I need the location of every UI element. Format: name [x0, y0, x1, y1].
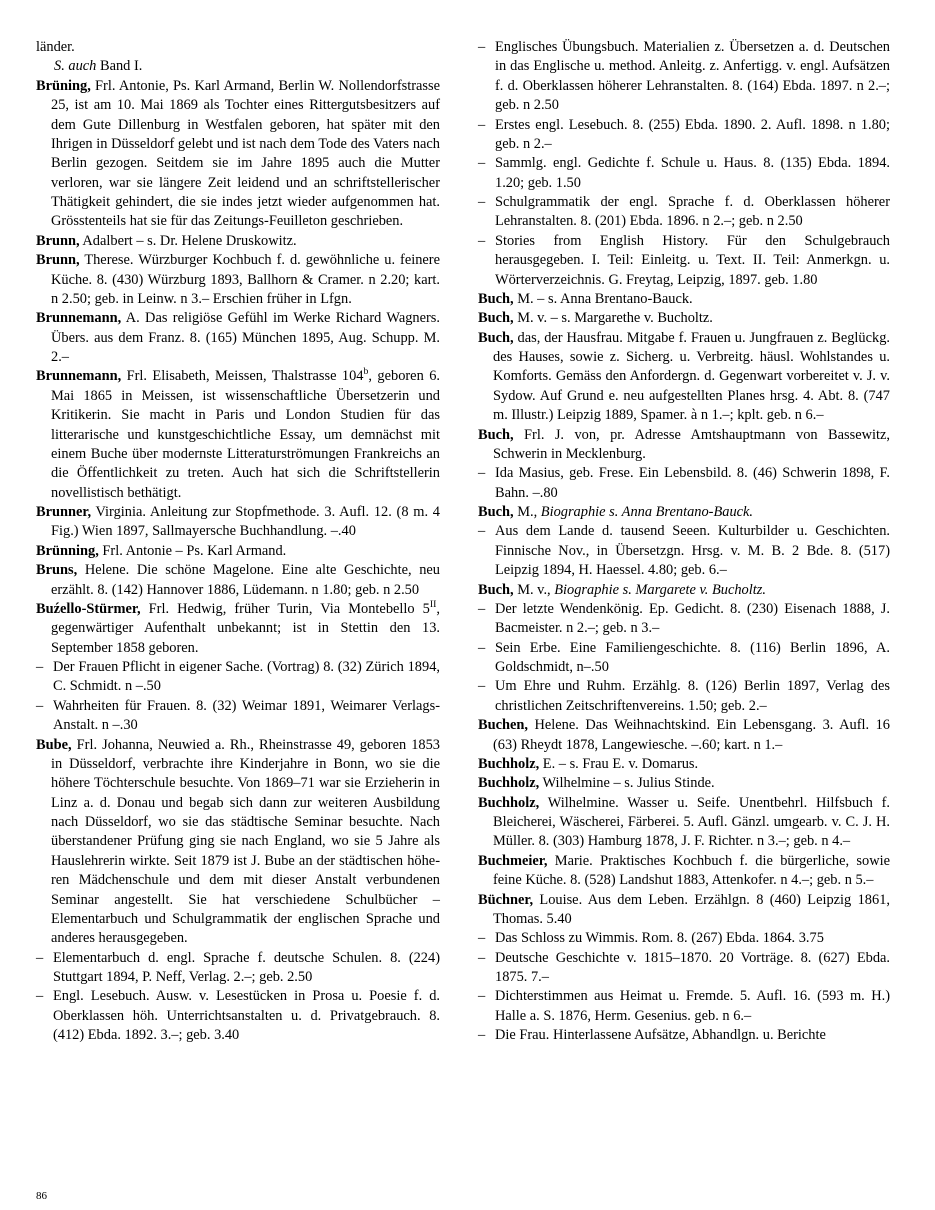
bibliography-entry: Buch, M. – s. Anna Brentano-Bauck.: [478, 290, 693, 307]
dash-marker: –: [36, 659, 44, 675]
dash-marker: –: [478, 194, 486, 210]
dash-marker: –: [478, 678, 486, 695]
sub-entry-text: Sein Erbe. Eine Familiengeschichte. 8. (116) Berlin 1896, A. Goldschmidt, n–.50: [495, 639, 890, 675]
dash-marker: –: [478, 116, 486, 133]
sub-entry-text: Der letzte Wendenkönig. Ep. Gedicht. 8. (230) Eisenach 1888, J. Bacmeister. n 2.–; geb. n 3.–: [495, 600, 890, 637]
sub-entry-text: Das Schloss zu Wimmis. Rom. 8. (267) Ebda. 1864. 3.75: [495, 930, 824, 947]
bibliography-sub-entry: [478, 154, 890, 193]
page-number: 86: [36, 1190, 47, 1202]
bibliography-entry: Brunnemann, Frl. Elisabeth, Meissen, Thalstrasse 104$^b$, geboren 6. Mai 1865 in Meissen, ist wissenschaftliche Übersetzerin und Kritikerin. Sie macht in Paris und London Studien für das litterarische und kunstgeschichtliche Essay, um demnächst mit einem Buche über modernste Litteraturströmungen Frankreichs an die Öffentlichkeit zu treten. Auch hat sich die Schriftstellerin novellistisch bethätigt.: [36, 366, 440, 501]
bibliography-entry: Buch, M. v., Biographie s. Margarete v. Bucholtz.: [478, 581, 766, 598]
sub-entry-text: Sammlg. engl. Gedichte f. Schule u. Haus. 8. (135) Ebda. 1894. 1.20; geb. 1.50: [495, 155, 890, 191]
bibliography-sub-entry: [478, 949, 890, 988]
dash-marker: –: [478, 465, 486, 482]
sub-entry-text: Der Frauen Pflicht in eigener Sache. (Vortrag) 8. (32) Zürich 1894, C. Schmidt. n –.50: [53, 659, 440, 695]
bibliography-entry: Bube, Frl. Johanna, Neuwied a. Rh., Rheinstrasse 49, geboren 1853 in Düsseldorf, verbrachte ihre Kinderjahre in Bonn, wo sie die höhere Töchterschule besuchte. Von 1869–71 war sie Erzieherin in Linz a. d. Donau und begab sich dann zur weiteren Ausbildung nach Düsseldorf, wo sie das städtische Seminar besuchte. Nach überstandener Prüfung ging sie nach England, wo sie 5 Jahre als Hauslehrerin wirkte. Seit 1879 ist J. Bube an der städtischen höheren Mädchenschule und dem mit dieser Anstalt verbundenen Seminar angestellt. Sie hat verschiedene Schulbücher – Elementarbuch und Schulgrammatik der englischen Sprache und anderes herausgegeben.: [36, 736, 440, 947]
bibliography-entry: Buchholz, Wilhelmine – s. Julius Stinde.: [478, 775, 715, 792]
dash-marker: –: [36, 949, 44, 966]
bibliography-sub-entry: [478, 987, 890, 1026]
bibliography-sub-entry: [478, 116, 890, 155]
bibliography-entry: Brunner, Virginia. Anleitung zur Stopfmethode. 3. Aufl. 12. (8 m. 4 Fig.) Wien 1897, Sallmayersche Buchhandlung. –.40: [36, 504, 440, 540]
bibliography-sub-entry: [478, 522, 890, 580]
dash-marker: –: [36, 988, 44, 1005]
bibliography-sub-entry: [478, 232, 890, 290]
bibliography-entry: Buchen, Helene. Das Weihnachtskind. Ein Lebensgang. 3. Aufl. 16 (63) Rheydt 1878, Langewiesche. –.60; kart. n 1.–: [478, 717, 890, 753]
dash-marker: –: [478, 639, 486, 656]
bibliography-sub-entry: [478, 1026, 890, 1045]
dash-marker: –: [478, 930, 486, 947]
bibliography-entry: Brüning, Frl. Antonie, Ps. Karl Armand, Berlin W. Nollendorfstrasse 25, ist am 10. Mai 1869 als Tochter eines Rittergutsbesitzers auf dem Gute Dillenburg in Westfalen geboren, hat später mit den Ihrigen in Düsseldorf gelebt und ist nach dem Tode des Vaters nach Berlin gezogen. Seitdem sie im Jahre 1895 auch die Mutter verloren, war sie längere Zeit leidend und an schriftstellerischer Thätigkeit gehindert, die sie indes jetzt wieder aufgenommen hat. Grösstenteils hat sie für das Zeitungs-Feuilleton geschrieben.: [36, 77, 440, 230]
dash-marker: –: [478, 600, 486, 617]
sub-entry-text: Elementarbuch d. engl. Sprache f. deutsche Schulen. 8. (224) Stuttgart 1894, P. Neff, Verlag. 2.–; geb. 2.50: [53, 949, 440, 985]
dash-marker: –: [36, 697, 44, 714]
bibliography-entry: Buch, M. v. – s. Margarethe v. Bucholtz.: [478, 310, 713, 327]
bibliography-sub-entry: [478, 600, 890, 639]
sub-entry-text: Schulgrammatik der engl. Sprache f. d. Oberklassen höherer Lehranstalten. 8. (201) Ebda. 1896. n 2.–; geb. n 2.50: [495, 194, 890, 230]
bibliography-entry: Brünning, Frl. Antonie – Ps. Karl Armand.: [36, 542, 287, 559]
dash-marker: –: [478, 1027, 486, 1044]
sub-entry-text: Erstes engl. Lesebuch. 8. (255) Ebda. 1890. 2. Aufl. 1898. n 1.80; geb. n 2.–: [495, 116, 890, 152]
dash-marker: –: [478, 155, 486, 172]
bibliography-sub-entry: [36, 949, 440, 988]
sub-entry-text: Ida Masius, geb. Frese. Ein Lebensbild. 8. (46) Schwerin 1898, F. Bahn. –.80: [495, 465, 890, 501]
bibliography-entry: Buźello-Stürmer, Frl. Hedwig, früher Turin, Via Montebello $5^{II}$, gegenwärtiger Aufenthalt unbekannt; ist in Stettin den 13. September 1858 geboren.: [36, 599, 440, 656]
bibliography-entry: Brunn, Therese. Würzburger Kochbuch f. d. gewöhnliche u. feinere Küche. 8. (430) Würzburg 1893, Ballhorn & Cramer. n 2.20; kart. n 2.50; geb. in Leinw. n 3.– Erschien früher in Lfgn.: [36, 252, 440, 307]
bibliography-entry: Büchner, Louise. Aus dem Leben. Erzählgn. 8 (460) Leipzig 1861, Thomas. 5.40: [478, 891, 890, 927]
cross-reference-note: S. auch Band I.: [54, 58, 143, 75]
sub-entry-text: Englisches Übungsbuch. Materialien z. Übersetzen a. d. Deutschen in das Englische u. method. Anleitg. z. Anfertigg. v. engl. Aufsätzen f. d. Oberklassen höherer Lehranstalten. 8. (164) Ebda. 1897. n 2.–; geb. n 2.50: [495, 39, 890, 114]
bibliography-sub-entry: [478, 929, 890, 948]
dash-marker: –: [478, 988, 486, 1005]
continued-text: länder.: [36, 39, 75, 55]
sub-entry-text: Deutsche Geschichte v. 1815–1870. 20 Vorträge. 8. (627) Ebda. 1875. 7.–: [495, 949, 890, 985]
dash-marker: –: [478, 232, 486, 249]
sub-entry-text: Dichterstimmen aus Heimat u. Fremde. 5. Aufl. 16. (593 m. H.) Halle a. S. 1876, Herm. Gesenius. geb. n 6.–: [495, 988, 890, 1024]
bibliography-sub-entry: [478, 464, 890, 503]
bibliography-entry: Brunnemann, A. Das religiöse Gefühl im Werke Richard Wagners. Übers. aus dem Franz. 8. (165) München 1895, Aug. Schupp. M. 2.–: [36, 310, 440, 365]
bibliography-entry: Brunn, Adalbert – s. Dr. Helene Druskowitz.: [36, 232, 297, 249]
bibliography-entry: Buch, das, der Hausfrau. Mitgabe f. Frauen u. Jungfrauen z. Beglückg. des Hauses, sowie z. Sicherg. u. Verbreitg. häusl. Wohlstandes u. Komforts. Gemäss den Anfordergn. d. Gegenwart vorbereitet v. J. v. Sydow. Auf Grund e. neu aufgestellten Planes hrsg. 4. Abt. 8. (747 m. Illustr.) Leipzig 1889, Spamer. à n 1.–; kplt. geb. n 6.–: [478, 329, 890, 424]
bibliography-sub-entry: [478, 193, 890, 232]
dash-marker: –: [478, 523, 486, 540]
bibliography-sub-entry: [478, 38, 890, 116]
bibliography-sub-entry: [36, 697, 440, 736]
bibliography-entry: Buch, Frl. J. von, pr. Adresse Amtshauptmann von Bassewitz, Schwerin in Mecklenburg.: [478, 426, 890, 462]
sub-entry-text: Die Frau. Hinterlassene Aufsätze, Abhandlgn. u. Berichte: [495, 1027, 826, 1044]
bibliography-sub-entry: [36, 987, 440, 1045]
bibliography-sub-entry: [478, 639, 890, 678]
sub-entry-text: Engl. Lesebuch. Ausw. v. Lesestücken in Prosa u. Poesie f. d. Oberklassen höh. Unterrichtsanstalten u. d. Privatgebrauch. 8. (412) Ebda. 1892. 3.–; geb. 3.40: [53, 988, 440, 1044]
bibliography-sub-entry: [36, 658, 440, 697]
right-text-column: [478, 38, 890, 1046]
sub-entry-text: Stories from English History. Für den Schulgebrauch herausgegeben. I. Teil: Einleitg. u. Text. II. Teil: Anmerkgn. u. Wörterverzeichnis. G. Freytag, Leipzig, 1897. geb. 1.80: [495, 232, 890, 288]
sub-entry-text: Aus dem Lande d. tausend Seeen. Kulturbilder u. Geschichten. Finnische Nov., in Übersetzgn. Hrsg. v. M. B. 2 Bde. 8. (517) Leipzig 1894, H. Haessel. 4.80; geb. 6.–: [495, 523, 890, 579]
left-text-column: [36, 38, 440, 1046]
bibliography-entry: Buchholz, E. – s. Frau E. v. Domarus.: [478, 755, 699, 772]
sub-entry-text: Um Ehre und Ruhm. Erzählg. 8. (126) Berlin 1897, Verlag des christlichen Zeitschriftenvereins. 1.50; geb. 2.–: [495, 678, 890, 714]
sub-entry-text: Wahrheiten für Frauen. 8. (32) Weimar 1891, Weimarer Verlags-Anstalt. n –.30: [53, 697, 440, 734]
two-column-layout: [36, 38, 891, 1046]
bibliography-sub-entry: [478, 677, 890, 716]
dash-marker: –: [478, 949, 486, 966]
bibliography-entry: Buchholz, Wilhelmine. Wasser u. Seife. Unentbehrl. Hilfsbuch f. Bleicherei, Wäscherei, Färberei. 5. Aufl. Gänzl. umgearb. v. C. J. H. Müller. 8. (303) Hamburg 1878, J. F. Richter. n 3.–; geb. n 4.–: [478, 794, 890, 850]
bibliography-entry: Buch, M., Biographie s. Anna Brentano-Bauck.: [478, 504, 754, 520]
dash-marker: –: [478, 39, 486, 55]
bibliography-entry: Buchmeier, Marie. Praktisches Kochbuch f. die bürgerliche, sowie feine Küche. 8. (528) Landshut 1883, Attenkofer. n 4.–; geb. n 5.–: [478, 852, 890, 889]
bibliography-entry: Bruns, Helene. Die schöne Magelone. Eine alte Geschichte, neu erzählt. 8. (142) Hannover 1886, Lüdemann. n 1.80; geb. n 2.50: [36, 562, 440, 598]
